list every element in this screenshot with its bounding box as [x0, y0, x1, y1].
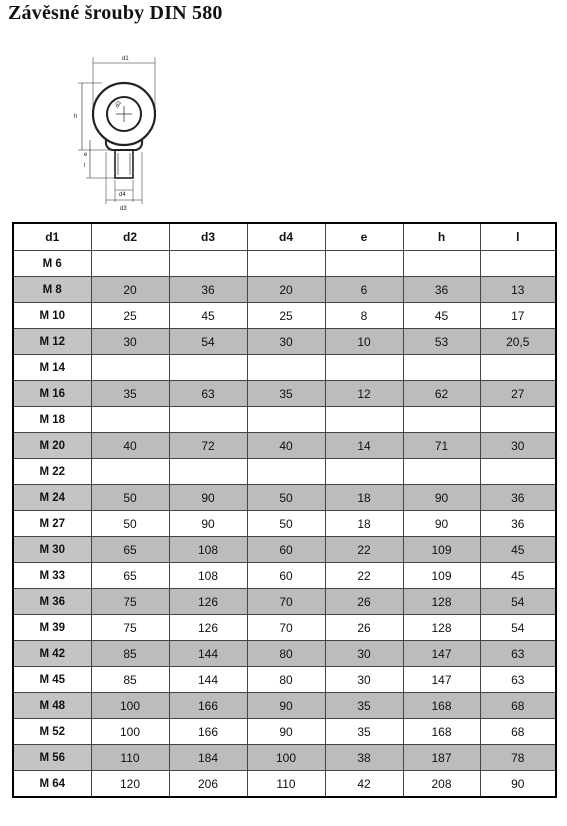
cell-value: 54 — [480, 615, 556, 641]
cell-value: 168 — [403, 693, 480, 719]
cell-value: 100 — [91, 693, 169, 719]
table-row — [13, 355, 556, 381]
cell-value — [169, 251, 247, 277]
cell-value: 36 — [480, 511, 556, 537]
table-row — [13, 277, 556, 303]
cell-value: 50 — [91, 511, 169, 537]
cell-size: M 48 — [13, 693, 91, 719]
cell-value — [403, 459, 480, 485]
table-row — [13, 667, 556, 693]
table-row — [13, 407, 556, 433]
cell-value: 25 — [91, 303, 169, 329]
cell-value: 85 — [91, 641, 169, 667]
cell-value: 126 — [169, 589, 247, 615]
header-h: h — [403, 223, 480, 251]
cell-value: 36 — [403, 277, 480, 303]
table-row — [13, 771, 556, 798]
cell-value — [403, 251, 480, 277]
cell-value: 85 — [91, 667, 169, 693]
cell-value: 120 — [91, 771, 169, 798]
header-d1: d1 — [13, 223, 91, 251]
page-title: Závěsné šrouby DIN 580 — [8, 2, 223, 24]
cell-size: M 10 — [13, 303, 91, 329]
cell-value: 27 — [480, 381, 556, 407]
cell-value: 50 — [247, 511, 325, 537]
cell-size: M 39 — [13, 615, 91, 641]
cell-value — [169, 355, 247, 381]
cell-value — [325, 251, 403, 277]
table-row — [13, 329, 556, 355]
label-l: l — [84, 163, 86, 169]
cell-value: 63 — [480, 641, 556, 667]
cell-value: 128 — [403, 589, 480, 615]
cell-size: M 22 — [13, 459, 91, 485]
cell-value: 110 — [91, 745, 169, 771]
cell-value: 36 — [169, 277, 247, 303]
cell-value: 147 — [403, 641, 480, 667]
cell-value: 80 — [247, 667, 325, 693]
cell-value: 35 — [325, 693, 403, 719]
cell-value: 166 — [169, 719, 247, 745]
cell-value — [91, 459, 169, 485]
cell-value: 80 — [247, 641, 325, 667]
label-d4: d4 — [119, 192, 126, 198]
cell-size: M 6 — [13, 251, 91, 277]
dimension-table — [12, 222, 557, 798]
cell-value: 90 — [403, 485, 480, 511]
cell-value: 14 — [325, 433, 403, 459]
label-d2: d2 — [114, 100, 124, 109]
cell-value: 17 — [480, 303, 556, 329]
cell-size: M 27 — [13, 511, 91, 537]
table-row — [13, 251, 556, 277]
cell-value: 36 — [480, 485, 556, 511]
cell-value: 90 — [480, 771, 556, 798]
cell-value: 45 — [403, 303, 480, 329]
cell-value: 6 — [325, 277, 403, 303]
cell-value: 40 — [91, 433, 169, 459]
cell-value: 26 — [325, 615, 403, 641]
table-row — [13, 511, 556, 537]
cell-value — [480, 459, 556, 485]
cell-value: 20 — [91, 277, 169, 303]
cell-value: 38 — [325, 745, 403, 771]
cell-value: 65 — [91, 537, 169, 563]
cell-value: 126 — [169, 615, 247, 641]
cell-value: 72 — [169, 433, 247, 459]
cell-size: M 8 — [13, 277, 91, 303]
table-row — [13, 433, 556, 459]
cell-value: 62 — [403, 381, 480, 407]
cell-value — [403, 355, 480, 381]
cell-size: M 20 — [13, 433, 91, 459]
header-e: e — [325, 223, 403, 251]
cell-value: 187 — [403, 745, 480, 771]
cell-value: 147 — [403, 667, 480, 693]
label-d3: d3 — [120, 206, 127, 212]
table-row — [13, 537, 556, 563]
cell-value: 108 — [169, 563, 247, 589]
cell-value: 68 — [480, 693, 556, 719]
cell-value: 20 — [247, 277, 325, 303]
cell-size: M 52 — [13, 719, 91, 745]
cell-value: 90 — [403, 511, 480, 537]
header-l: l — [480, 223, 556, 251]
cell-value: 35 — [247, 381, 325, 407]
cell-value: 45 — [480, 563, 556, 589]
cell-value — [325, 459, 403, 485]
cell-size: M 56 — [13, 745, 91, 771]
cell-size: M 18 — [13, 407, 91, 433]
label-d1: d1 — [122, 56, 129, 62]
cell-value: 35 — [325, 719, 403, 745]
cell-value — [169, 407, 247, 433]
table-row — [13, 745, 556, 771]
cell-value: 12 — [325, 381, 403, 407]
cell-value: 206 — [169, 771, 247, 798]
cell-size: M 24 — [13, 485, 91, 511]
cell-value: 70 — [247, 615, 325, 641]
cell-value — [325, 355, 403, 381]
cell-value: 128 — [403, 615, 480, 641]
cell-value: 109 — [403, 537, 480, 563]
cell-value: 90 — [169, 511, 247, 537]
table-row — [13, 589, 556, 615]
cell-size: M 42 — [13, 641, 91, 667]
cell-value: 90 — [247, 693, 325, 719]
cell-value: 78 — [480, 745, 556, 771]
table-row — [13, 485, 556, 511]
table-row — [13, 303, 556, 329]
cell-value — [247, 355, 325, 381]
cell-value: 144 — [169, 641, 247, 667]
cell-value: 65 — [91, 563, 169, 589]
cell-value: 53 — [403, 329, 480, 355]
cell-value: 18 — [325, 485, 403, 511]
table-row — [13, 381, 556, 407]
shank — [115, 150, 133, 178]
cell-value: 10 — [325, 329, 403, 355]
cell-value: 60 — [247, 563, 325, 589]
cell-size: M 14 — [13, 355, 91, 381]
table-row — [13, 693, 556, 719]
cell-value: 144 — [169, 667, 247, 693]
cell-value: 20,5 — [480, 329, 556, 355]
cell-value: 30 — [325, 667, 403, 693]
cell-value: 90 — [247, 719, 325, 745]
cell-size: M 64 — [13, 771, 91, 798]
cell-value: 42 — [325, 771, 403, 798]
cell-value: 184 — [169, 745, 247, 771]
cell-value: 75 — [91, 615, 169, 641]
cell-value: 13 — [480, 277, 556, 303]
cell-value: 100 — [247, 745, 325, 771]
cell-value: 54 — [169, 329, 247, 355]
header-d3: d3 — [169, 223, 247, 251]
cell-value: 40 — [247, 433, 325, 459]
cell-value: 22 — [325, 537, 403, 563]
table-row — [13, 459, 556, 485]
cell-value: 30 — [247, 329, 325, 355]
cell-value: 63 — [169, 381, 247, 407]
cell-value — [480, 407, 556, 433]
cell-value: 45 — [480, 537, 556, 563]
cell-value: 168 — [403, 719, 480, 745]
cell-size: M 16 — [13, 381, 91, 407]
cell-value — [325, 407, 403, 433]
cell-value: 8 — [325, 303, 403, 329]
label-h: h — [74, 114, 78, 120]
cell-value — [91, 355, 169, 381]
cell-value: 63 — [480, 667, 556, 693]
cell-value — [247, 251, 325, 277]
cell-value: 30 — [91, 329, 169, 355]
cell-value: 208 — [403, 771, 480, 798]
cell-value: 30 — [325, 641, 403, 667]
table-row — [13, 719, 556, 745]
cell-value: 50 — [247, 485, 325, 511]
cell-value: 100 — [91, 719, 169, 745]
cell-value: 26 — [325, 589, 403, 615]
table-row — [13, 615, 556, 641]
cell-value: 25 — [247, 303, 325, 329]
table-header-row — [13, 223, 556, 251]
table-row — [13, 563, 556, 589]
cell-value: 166 — [169, 693, 247, 719]
cell-value — [480, 251, 556, 277]
header-d4: d4 — [247, 223, 325, 251]
cell-size: M 30 — [13, 537, 91, 563]
cell-value: 108 — [169, 537, 247, 563]
cell-value — [247, 459, 325, 485]
cell-value: 109 — [403, 563, 480, 589]
cell-value: 45 — [169, 303, 247, 329]
cell-value: 110 — [247, 771, 325, 798]
cell-value — [480, 355, 556, 381]
table-row — [13, 641, 556, 667]
header-d2: d2 — [91, 223, 169, 251]
cell-value: 71 — [403, 433, 480, 459]
cell-value: 60 — [247, 537, 325, 563]
cell-value — [91, 251, 169, 277]
cell-value: 68 — [480, 719, 556, 745]
cell-value: 18 — [325, 511, 403, 537]
cell-value — [247, 407, 325, 433]
eye-bolt-drawing — [72, 52, 192, 212]
cell-value: 54 — [480, 589, 556, 615]
cell-value: 35 — [91, 381, 169, 407]
cell-value: 70 — [247, 589, 325, 615]
cell-size: M 33 — [13, 563, 91, 589]
cell-value: 50 — [91, 485, 169, 511]
cell-size: M 45 — [13, 667, 91, 693]
cell-size: M 36 — [13, 589, 91, 615]
cell-value — [169, 459, 247, 485]
cell-value: 22 — [325, 563, 403, 589]
cell-value: 30 — [480, 433, 556, 459]
cell-value: 90 — [169, 485, 247, 511]
cell-value — [403, 407, 480, 433]
label-e: e — [84, 152, 88, 158]
cell-value: 75 — [91, 589, 169, 615]
cell-size: M 12 — [13, 329, 91, 355]
cell-value — [91, 407, 169, 433]
